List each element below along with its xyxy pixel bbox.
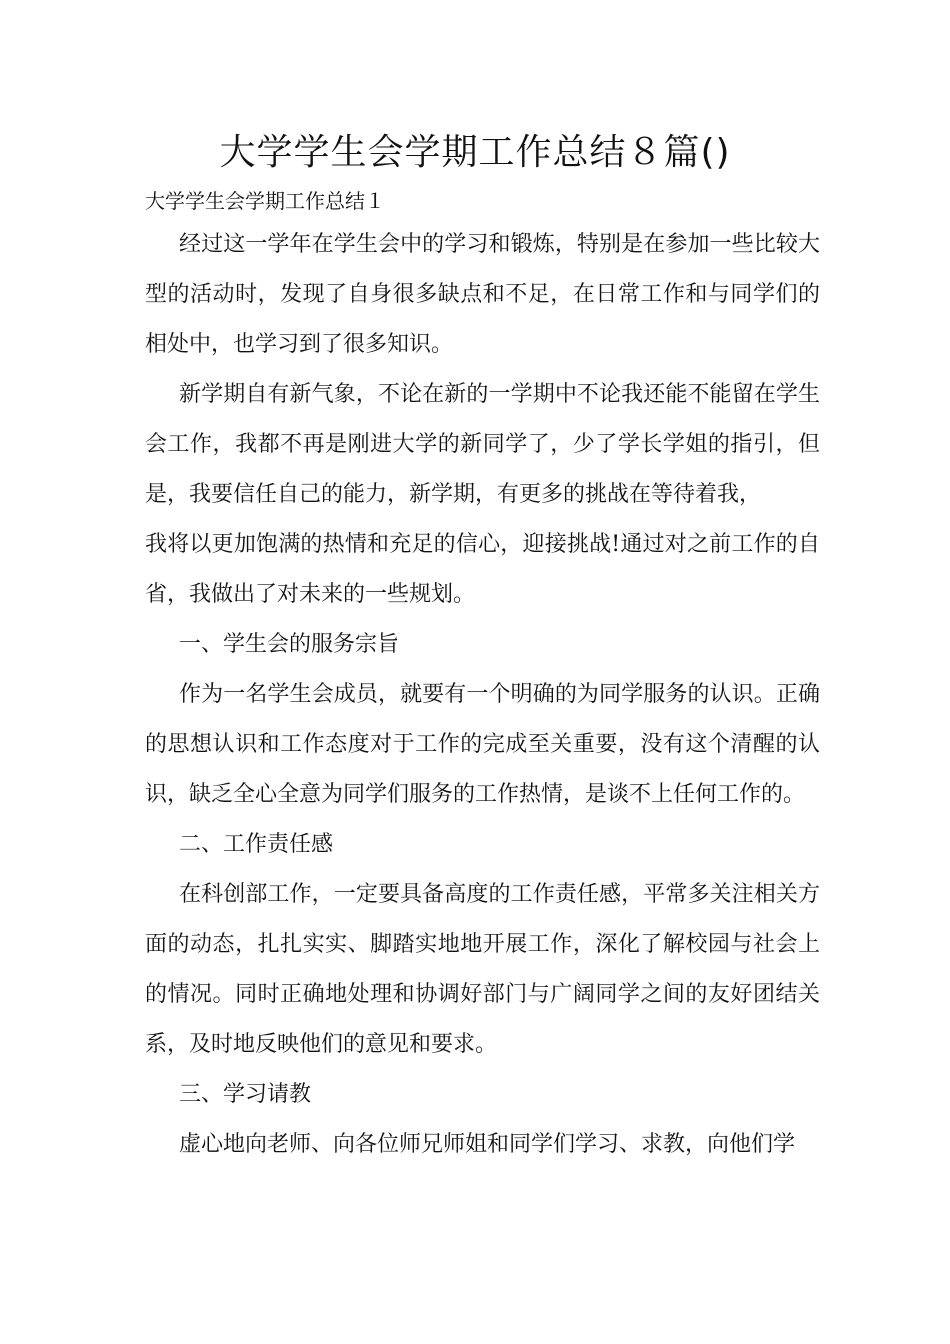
paragraph-intro: 经过这一学年在学生会中的学习和锻炼，特别是在参加一些比较大型的活动时，发现了自身很多缺点和不足，在日常工作和与同学们的相处中，也学习到了很多知识。 [145, 232, 820, 357]
paragraph-responsibility: 在科创部工作，一定要具备高度的工作责任感，平常多关注相关方面的动态，扎扎实实、脚踏实地地开展工作，深化了解校园与社会上的情况。同时正确地处理和协调好部门与广阔同学之间的友好团结关系，及时地反映他们的意见和要求。 [145, 882, 820, 1057]
heading-service-purpose: 一、学生会的服务宗旨 [179, 632, 400, 657]
paragraph-service-purpose: 作为一名学生会成员，就要有一个明确的为同学服务的认识。正确的思想认识和工作态度对于工作的完成至关重要，没有这个清醒的认识，缺乏全心全意为同学们服务的工作热情，是谈不上任何工作的。 [145, 682, 820, 807]
paragraph-plan: 我将以更加饱满的热情和充足的信心，迎接挑战!通过对之前工作的自省，我做出了对未来的一些规划。 [145, 532, 820, 607]
heading-learning: 三、学习请教 [179, 1082, 312, 1107]
paragraph-new-semester: 新学期自有新气象，不论在新的一学期中不论我还能不能留在学生会工作，我都不再是刚进大学的新同学了，少了学长学姐的指引，但是，我要信任自己的能力，新学期，有更多的挑战在等待着我， [145, 382, 820, 507]
paragraph-learning: 虚心地向老师、向各位师兄师姐和同学们学习、求教，向他们学 [179, 1132, 796, 1157]
document-body [145, 183, 820, 1170]
document-title: 大学学生会学期工作总结８篇() [219, 132, 731, 173]
heading-responsibility: 二、工作责任感 [179, 832, 334, 857]
section-subtitle: 大学学生会学期工作总结１ [145, 189, 385, 213]
